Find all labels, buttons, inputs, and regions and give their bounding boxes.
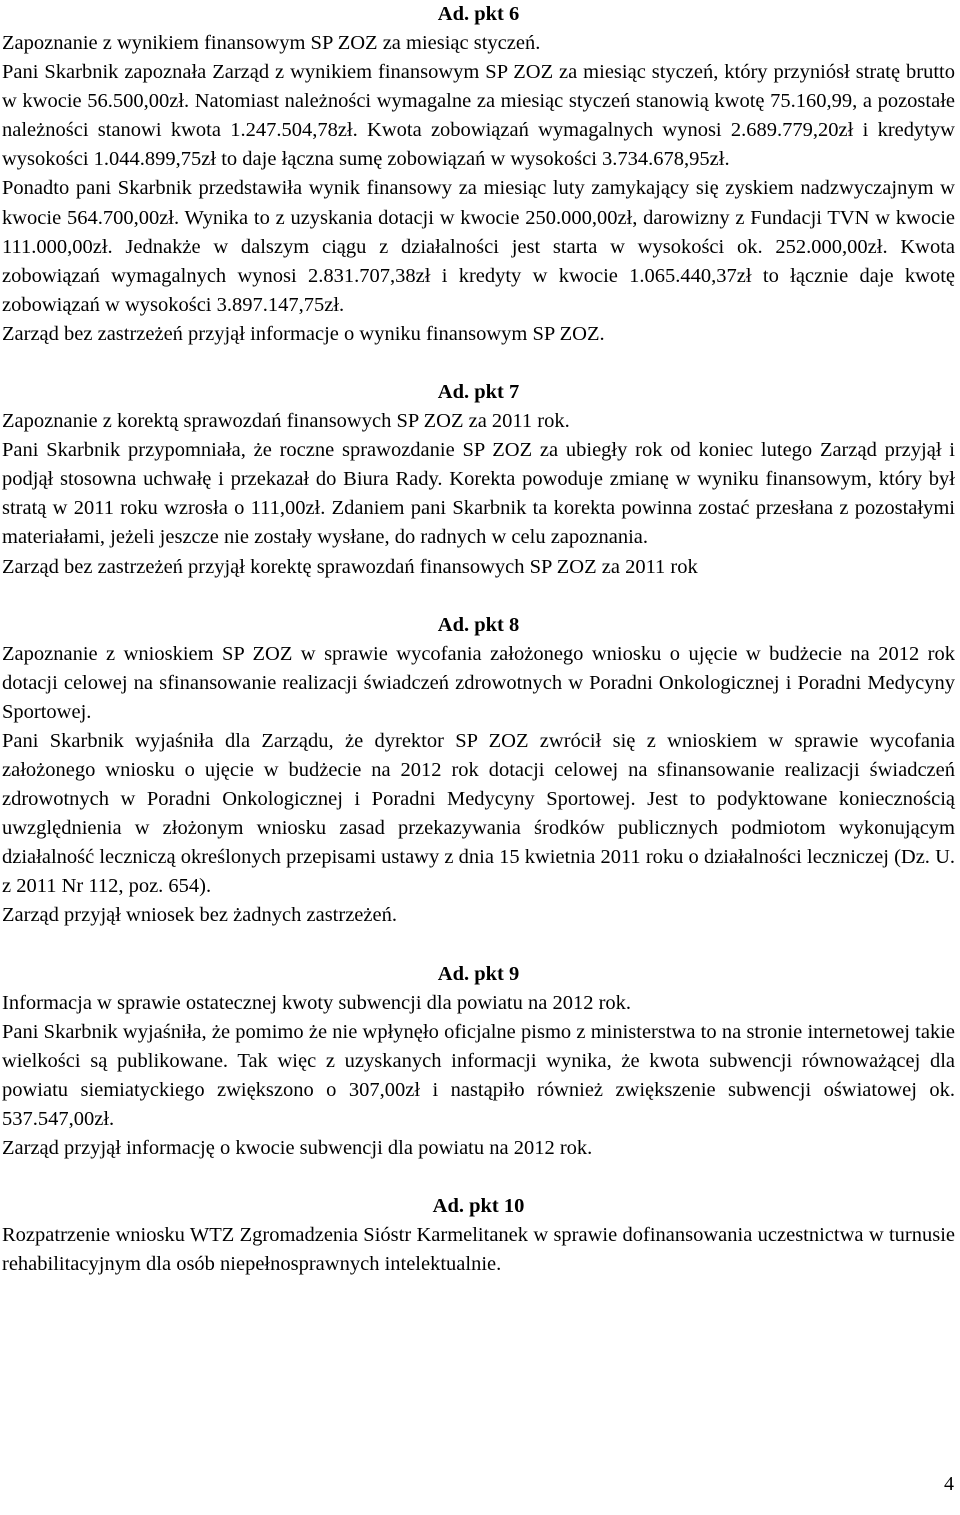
section-title-paragraph: Zapoznanie z wynikiem finansowym SP ZOZ za miesiąc styczeń. [2, 32, 541, 54]
section-title-paragraph: Rozpatrzenie wniosku WTZ Zgromadzenia Sióstr Karmelitanek w sprawie dofinansowania uczestnictwa w turnusie rehabilitacyjnym dla osób niepełnosprawnych intelektualnie. [2, 1224, 955, 1276]
section-gap [2, 1163, 955, 1192]
section-pkt-7 [2, 378, 955, 582]
conclusion-paragraph: Zarząd bez zastrzeżeń przyjął informacje o wyniku finansowym SP ZOZ. [2, 322, 605, 345]
section-pkt-9 [2, 960, 955, 1164]
section-gap [2, 582, 955, 611]
body-paragraph: Ponadto pani Skarbnik przedstawiła wynik finansowy za miesiąc luty zamykający się zyskiem nadzwyczajnym w kwocie 564.700,00zł. Wynika to z uzyskania dotacji w kwocie 250.000,00zł, darowizny z Fundacji TVN w kwocie 111.000,00zł. Jednakże w dalszym ciągu z działalności jest starta w wysokości ok. 252.000,00zł. Kwota zobowiązań wymagalnych wynosi 2.831.707,38zł i kredyty w kwocie 1.065.440,37zł to łącznie daje kwotę zobowiązań w wysokości 3.897.147,75zł. [2, 177, 955, 316]
section-pkt-10 [2, 1192, 955, 1279]
section-pkt-6 [2, 0, 955, 349]
body-paragraph: Pani Skarbnik przypomniała, że roczne sprawozdanie SP ZOZ za ubiegły rok od koniec lutego Zarząd przyjął i podjął stosowna uchwałę i przekazał do Biura Rady. Korekta powoduje zmianę w wyniku finansowym, który był stratą w 2011 roku wzrosła o 111,00zł. Zdaniem pani Skarbnik ta korekta powinna zostać przesłana z pozostałymi materiałami, jeżeli jeszcze nie zostały wysłane, do radnych w celu zapoznania. [2, 439, 955, 549]
conclusion-paragraph: Zarząd przyjął wniosek bez żadnych zastrzeżeń. [2, 904, 397, 927]
conclusion-paragraph: Zarząd przyjął informację o kwocie subwencji dla powiatu na 2012 rok. [2, 1137, 593, 1159]
section-heading: Ad. pkt 8 [437, 613, 520, 636]
section-gap [2, 349, 955, 378]
body-paragraph: Pani Skarbnik zapoznała Zarząd z wynikiem finansowym SP ZOZ za miesiąc styczeń, który przyniósł stratę brutto w kwocie 56.500,00zł. Natomiast należności wymagalne za miesiąc styczeń stanowią kwotę 75.160,99, a pozostałe należności stanowi kwota 1.247.504,78zł. Kwota zobowiązań wymagalnych wynosi 2.689.779,20zł i kredytyw wysokości 1.044.899,75zł to daje łączna sumę zobowiązań w wysokości 3.734.678,95zł. [2, 61, 955, 171]
section-heading: Ad. pkt 6 [437, 3, 520, 25]
body-paragraph: Pani Skarbnik wyjaśniła, że pomimo że nie wpłynęło oficjalne pismo z ministerstwa to na stronie internetowej takie wielkości są publikowane. Tak więc z uzyskanych informacji wynika, że kwota subwencji równoważącej dla powiatu siemiatyckiego zwiększono o 307,00zł i nastąpiło również zwiększenie subwencji oświatowej ok. 537.547,00zł. [2, 1020, 955, 1130]
section-heading: Ad. pkt 10 [432, 1195, 525, 1218]
section-title-paragraph: Zapoznanie z wnioskiem SP ZOZ w sprawie wycofania założonego wniosku o ujęcie w budżecie na 2012 rok dotacji celowej na sfinansowanie realizacji świadczeń zdrowotnych w Poradni Onkologicznej i Poradni Medycyny Sportowej. [2, 642, 955, 723]
page-number: 4 [944, 1473, 954, 1495]
section-pkt-8 [2, 611, 955, 931]
conclusion-paragraph: Zarząd bez zastrzeżeń przyjął korektę sprawozdań finansowych SP ZOZ za 2011 rok [2, 555, 698, 578]
body-paragraph: Pani Skarbnik wyjaśniła dla Zarządu, że dyrektor SP ZOZ zwrócił się z wnioskiem w sprawie wycofania założonego wniosku o ujęcie w budżecie na 2012 rok dotacji celowej na sfinansowanie realizacji świadczeń zdrowotnych w Poradni Onkologicznej i Poradni Medycyny Sportowej. Jest to podyktowane koniecznością uwzględnienia w złożonym wniosku zasad przekazywania środków publicznych podmiotom wykonującym działalność leczniczą określonych przepisami ustawy z dnia 15 kwietnia 2011 roku o działalności leczniczej (Dz. U. z 2011 Nr 112, poz. 654). [2, 729, 955, 898]
section-title-paragraph: Informacja w sprawie ostatecznej kwoty subwencji dla powiatu na 2012 rok. [2, 991, 632, 1014]
section-heading: Ad. pkt 9 [437, 962, 520, 985]
document-page [2, 0, 955, 1279]
section-gap [2, 931, 955, 960]
section-heading: Ad. pkt 7 [437, 381, 520, 404]
section-title-paragraph: Zapoznanie z korektą sprawozdań finansowych SP ZOZ za 2011 rok. [2, 410, 570, 433]
